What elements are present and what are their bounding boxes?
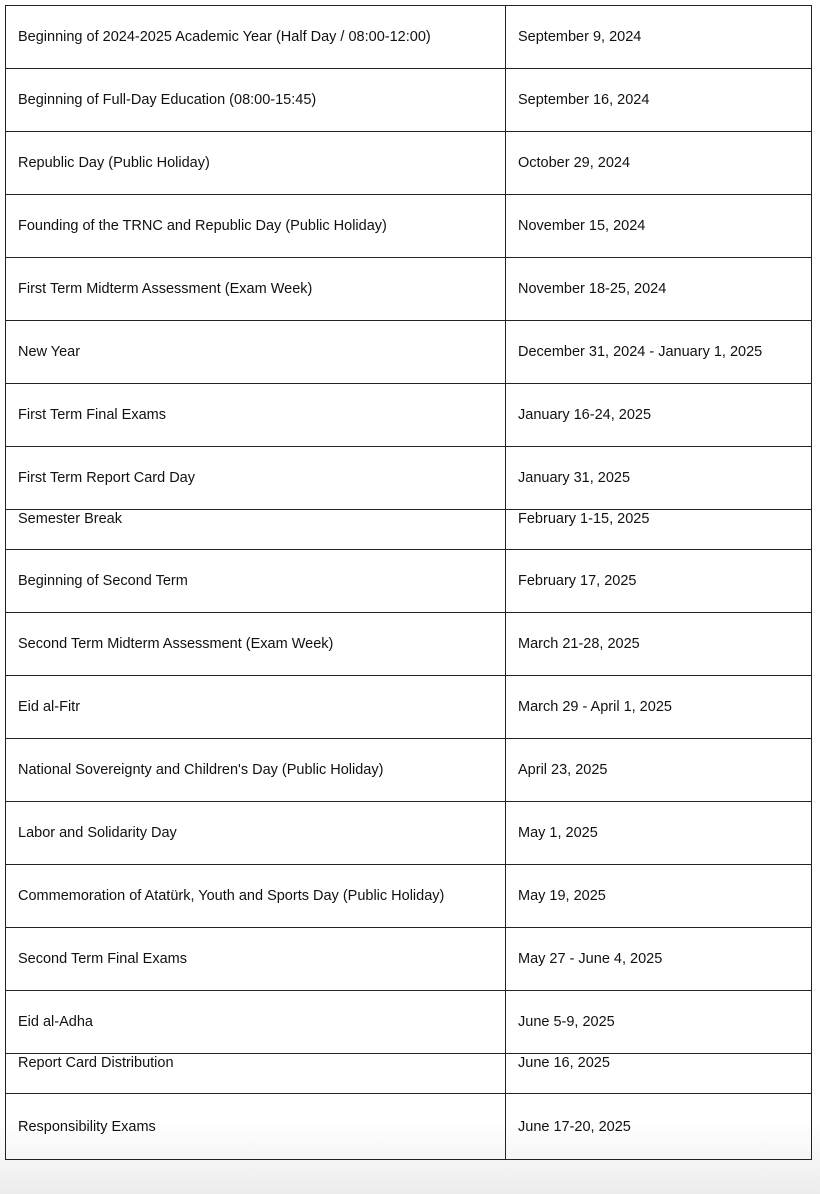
event-cell: National Sovereignty and Children's Day (Public Holiday) (6, 739, 506, 802)
date-cell: May 27 - June 4, 2025 (506, 928, 812, 991)
table-row (6, 676, 812, 739)
date-cell: April 23, 2025 (506, 739, 812, 802)
table-row (6, 739, 812, 802)
date-cell: December 31, 2024 - January 1, 2025 (506, 321, 812, 384)
table-row (6, 928, 812, 991)
table-row (6, 447, 812, 510)
table-row (6, 195, 812, 258)
date-cell: March 21-28, 2025 (506, 613, 812, 676)
table-row (6, 132, 812, 195)
event-cell: First Term Midterm Assessment (Exam Week) (6, 258, 506, 321)
event-cell: Eid al-Fitr (6, 676, 506, 739)
table-row (6, 69, 812, 132)
date-cell: September 16, 2024 (506, 69, 812, 132)
table-row (6, 1054, 812, 1094)
table-row (6, 258, 812, 321)
date-cell: May 19, 2025 (506, 865, 812, 928)
date-cell: June 16, 2025 (506, 1054, 812, 1094)
date-cell: January 31, 2025 (506, 447, 812, 510)
date-cell: September 9, 2024 (506, 6, 812, 69)
date-cell: February 1-15, 2025 (506, 510, 812, 550)
table-row (6, 384, 812, 447)
table-row (6, 802, 812, 865)
date-cell: June 17-20, 2025 (506, 1094, 812, 1160)
date-cell: February 17, 2025 (506, 550, 812, 613)
date-cell: October 29, 2024 (506, 132, 812, 195)
table-row (6, 865, 812, 928)
event-cell: Eid al-Adha (6, 991, 506, 1054)
event-cell: Beginning of Full-Day Education (08:00-15:45) (6, 69, 506, 132)
date-cell: November 18-25, 2024 (506, 258, 812, 321)
date-cell: November 15, 2024 (506, 195, 812, 258)
event-cell: Republic Day (Public Holiday) (6, 132, 506, 195)
date-cell: March 29 - April 1, 2025 (506, 676, 812, 739)
event-cell: Semester Break (6, 510, 506, 550)
event-cell: First Term Report Card Day (6, 447, 506, 510)
event-cell: Beginning of Second Term (6, 550, 506, 613)
calendar-body (6, 6, 812, 1160)
event-cell: Beginning of 2024-2025 Academic Year (Half Day / 08:00-12:00) (6, 6, 506, 69)
table-row (6, 321, 812, 384)
event-cell: Second Term Midterm Assessment (Exam Week) (6, 613, 506, 676)
academic-calendar-table (5, 5, 812, 1160)
event-cell: First Term Final Exams (6, 384, 506, 447)
event-cell: Report Card Distribution (6, 1054, 506, 1094)
table-row (6, 550, 812, 613)
event-cell: Labor and Solidarity Day (6, 802, 506, 865)
table-row (6, 1094, 812, 1160)
table-row (6, 510, 812, 550)
date-cell: January 16-24, 2025 (506, 384, 812, 447)
event-cell: Responsibility Exams (6, 1094, 506, 1160)
date-cell: June 5-9, 2025 (506, 991, 812, 1054)
table-row (6, 991, 812, 1054)
event-cell: Founding of the TRNC and Republic Day (Public Holiday) (6, 195, 506, 258)
table-row (6, 613, 812, 676)
event-cell: Second Term Final Exams (6, 928, 506, 991)
event-cell: Commemoration of Atatürk, Youth and Sports Day (Public Holiday) (6, 865, 506, 928)
table-row (6, 6, 812, 69)
date-cell: May 1, 2025 (506, 802, 812, 865)
event-cell: New Year (6, 321, 506, 384)
